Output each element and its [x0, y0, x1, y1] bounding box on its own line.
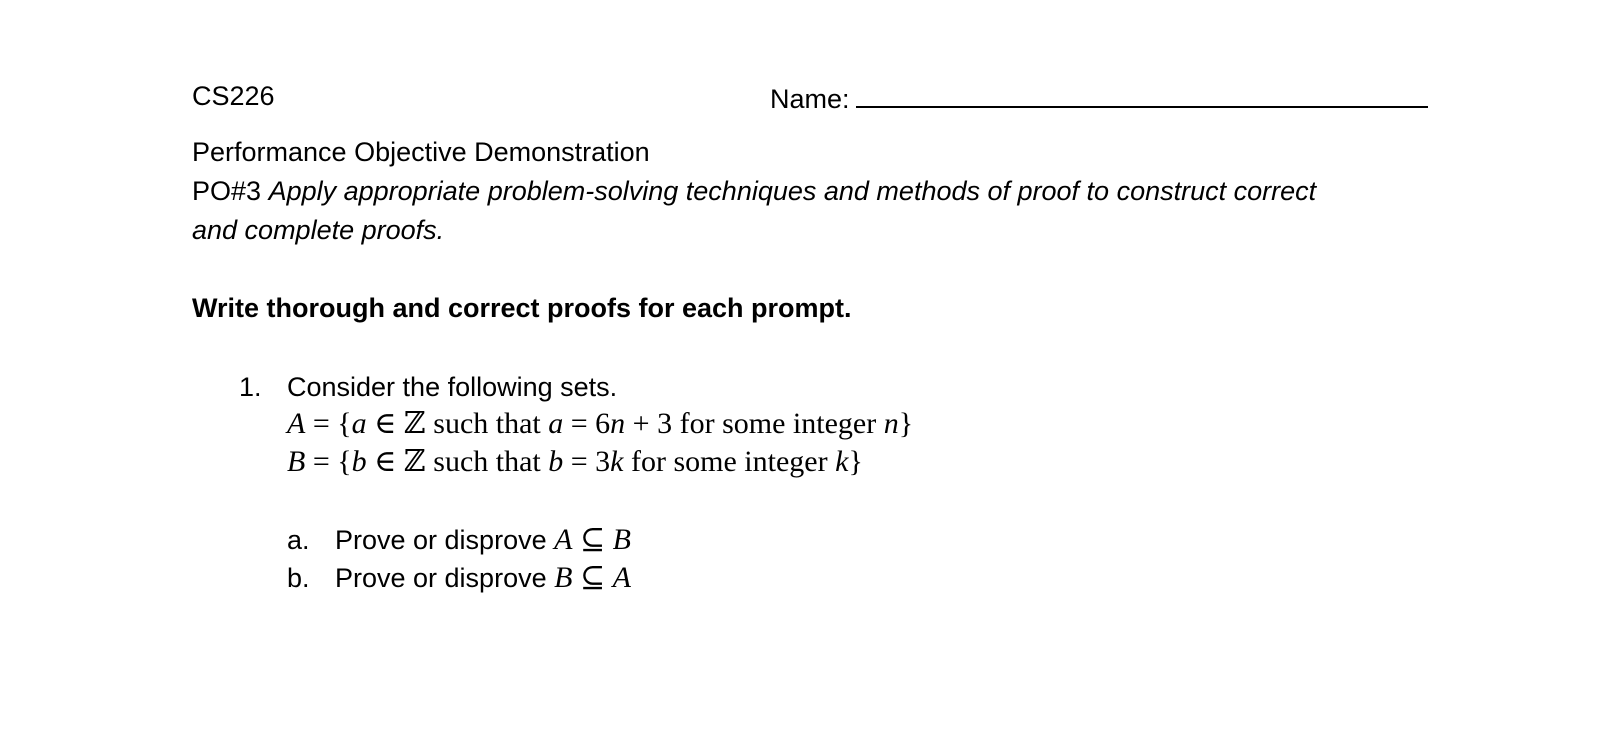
- set-b-definition: B = {b ∈ ℤ such that b = 3k for some integer k}: [287, 445, 863, 478]
- subpart-b-text: Prove or disprove B ⊆ A: [335, 561, 631, 594]
- objective-text-1: Apply appropriate problem-solving techniques and methods of proof to construct correct: [268, 176, 1317, 206]
- question-number: 1.: [239, 372, 262, 402]
- objective-text-2: and complete proofs.: [192, 215, 445, 245]
- instructions: Write thorough and correct proofs for each prompt.: [192, 293, 852, 323]
- subpart-a-label: a.: [287, 525, 310, 555]
- question-prompt: Consider the following sets.: [287, 372, 618, 402]
- name-blank-line[interactable]: [856, 80, 1428, 108]
- section-title: Performance Objective Demonstration: [192, 137, 650, 167]
- subpart-a-text: Prove or disprove A ⊆ B: [335, 523, 631, 556]
- subpart-b-label: b.: [287, 563, 310, 593]
- set-a-definition: A = {a ∈ ℤ such that a = 6n + 3 for some integer n}: [287, 407, 914, 440]
- objective-code: PO#3: [192, 176, 262, 206]
- objective-line-1: [192, 175, 1316, 207]
- course-code: CS226: [192, 81, 275, 111]
- name-label: Name:: [770, 84, 850, 114]
- name-field[interactable]: [770, 80, 1428, 115]
